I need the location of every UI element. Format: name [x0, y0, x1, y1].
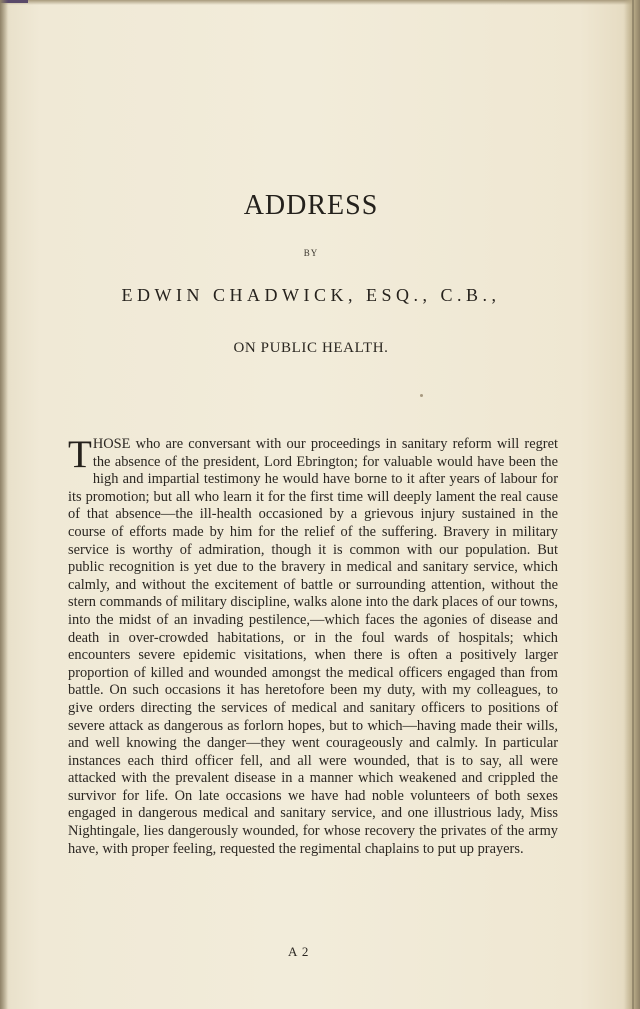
- drop-cap: T: [68, 433, 92, 476]
- paper-speck: [420, 394, 423, 397]
- paragraph-text: HOSE who are conversant with our proceedings in sanitary reform will regret the absence of the president, Lord Ebrington; for valuable would have been the high and impartial testimony he would have borne to it after years of labour for its promotion; but all who learn it for the first time will deeply lament the real cause of that absence—the ill-health occasioned by a grievous injury sustained in the course of efforts made by him for the relief of the suffering. Bravery in military service is worthy of admiration, though it is common with our population. But public recognition is yet due to the bravery in medical and sanitary service, which calmly, and without the excitement of battle or surrounding attention, without the stern commands of military discipline, walks alone into the dark places of our towns, into the midst of an invading pestilence,—which faces the agonies of disease and death in over-crowded habitations, or in the foul wards of hospitals; which encounters severe epidemic visitations, when there is often a positively larger proportion of killed and wounded amongst the medical officers engaged than from battle. On such occasions it has heretofore been my duty, with my colleagues, to give orders directing the services of medical and sanitary officers to positions of severe attack as dangerous as forlorn hopes, but to which—having made their wills, and well knowing the danger—they went courageously and calmly. In particular instances each third officer fell, and all were wounded, that is to say, all were attacked with the prevalent disease in a manner which weakened and crippled the survivor for life. On late occasions we have had noble volunteers of both sexes engaged in dangerous medical and sanitary service, and one illustrious lady, Miss Nightingale, lies dangerously wounded, for whose recovery the privates of the army have, with proper feeling, requested the regimental chaplains to put up prayers.: [68, 436, 558, 857]
- page-top-edge: [0, 0, 640, 5]
- right-page-rule: [632, 0, 634, 1009]
- author-name: EDWIN CHADWICK, ESQ., C.B.,: [121, 285, 501, 305]
- body-paragraph: [68, 433, 558, 858]
- signature-mark: A 2: [288, 944, 310, 959]
- left-binding-shadow: [0, 0, 8, 1009]
- byline-label: BY: [303, 248, 319, 258]
- page-title: ADDRESS: [243, 190, 379, 221]
- address-subject: ON PUBLIC HEALTH.: [233, 340, 389, 356]
